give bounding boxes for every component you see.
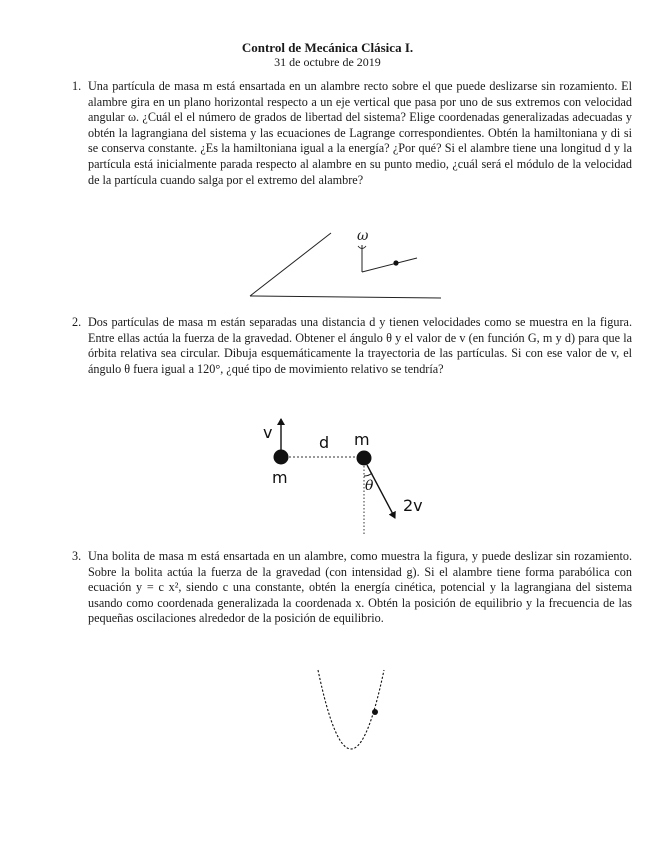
page-title: Control de Mecánica Clásica I. — [241, 40, 414, 55]
problem-number: 3. — [72, 549, 82, 563]
problem-text: Una partícula de masa m está ensartada en un alambre recto sobre el que puede deslizarse sin rozamiento. El alambre gira en un plano horizontal respecto a un eje vertical que pasa por uno de sus extremos con velocidad angular ω. ¿Cuál el el número de grados de libertad del sistema? Elige coordenadas generalizadas adecuadas y obtén la lagrangiana del sistema y las ecuaciones de Lagrange correspondientes. Obtén la hamiltoniana y di si se conserva constante. ¿Es la hamiltoniana igual a la energía? ¿Por qué? Si el alambre tiene una longitud d y la partícula está inicialmente parada respecto al alambre en su punto medio, ¿cuál será el módulo de la velocidad de la partícula cuando salga por el extremo del alambre? — [88, 79, 632, 187]
omega-label: ω — [357, 228, 369, 244]
figure-parabolic-wire — [310, 666, 390, 758]
problem-number: 1. — [72, 79, 82, 93]
mass-label-left: m — [272, 468, 288, 487]
problem-3 — [72, 549, 632, 627]
page-header — [0, 40, 655, 69]
angle-label: θ — [365, 478, 374, 494]
velocity-label: v — [263, 423, 273, 442]
base-line — [250, 296, 441, 298]
problem-text: Dos partículas de masa m están separadas una distancia d y tienen velocidades como se muestra en la figura. Entre ellas actúa la fuerza de la gravedad. Obtener el ángulo θ y el valor de v (en función G, m y d) para que la órbita relativa sea circular. Dibuja esquemáticamente la trayectoria de las partículas. Si con ese valor de v, el ángulo θ fuera igual a 120°, ¿qué tipo de movimiento relativo se tendría? — [88, 315, 632, 376]
bead — [372, 709, 378, 715]
particle-right — [357, 451, 372, 466]
problem-text: Una bolita de masa m está ensartada en un alambre, como muestra la figura, y puede deslizar sin rozamiento. Sobre la bolita actúa la fuerza de la gravedad (con intensidad g). Si el alambre tiene forma parabólica con ecuación y = c x², siendo c una constante, obtén la energía cinética, potencial y la lagrangiana del sistema usando como coordenada generalizada la coordenada x. Obtén la posición de equilibrio y la frecuencia de las pequeñas oscilaciones alrededor de la posición de equilibrio. — [88, 549, 632, 626]
rotating-wire — [362, 258, 417, 272]
figure-two-particles — [255, 410, 435, 538]
distance-label: d — [319, 433, 330, 452]
problem-number: 2. — [72, 315, 82, 329]
velocity2-label: 2v — [403, 496, 423, 515]
problem-2 — [72, 315, 632, 377]
figure-rotating-wire — [245, 225, 445, 303]
particle — [393, 260, 398, 265]
mass-label-right: m — [354, 430, 370, 449]
particle-left — [274, 450, 289, 465]
wire-diagonal — [250, 233, 331, 296]
exam-date: 31 de octubre de 2019 — [274, 55, 381, 69]
problem-1 — [72, 79, 632, 188]
